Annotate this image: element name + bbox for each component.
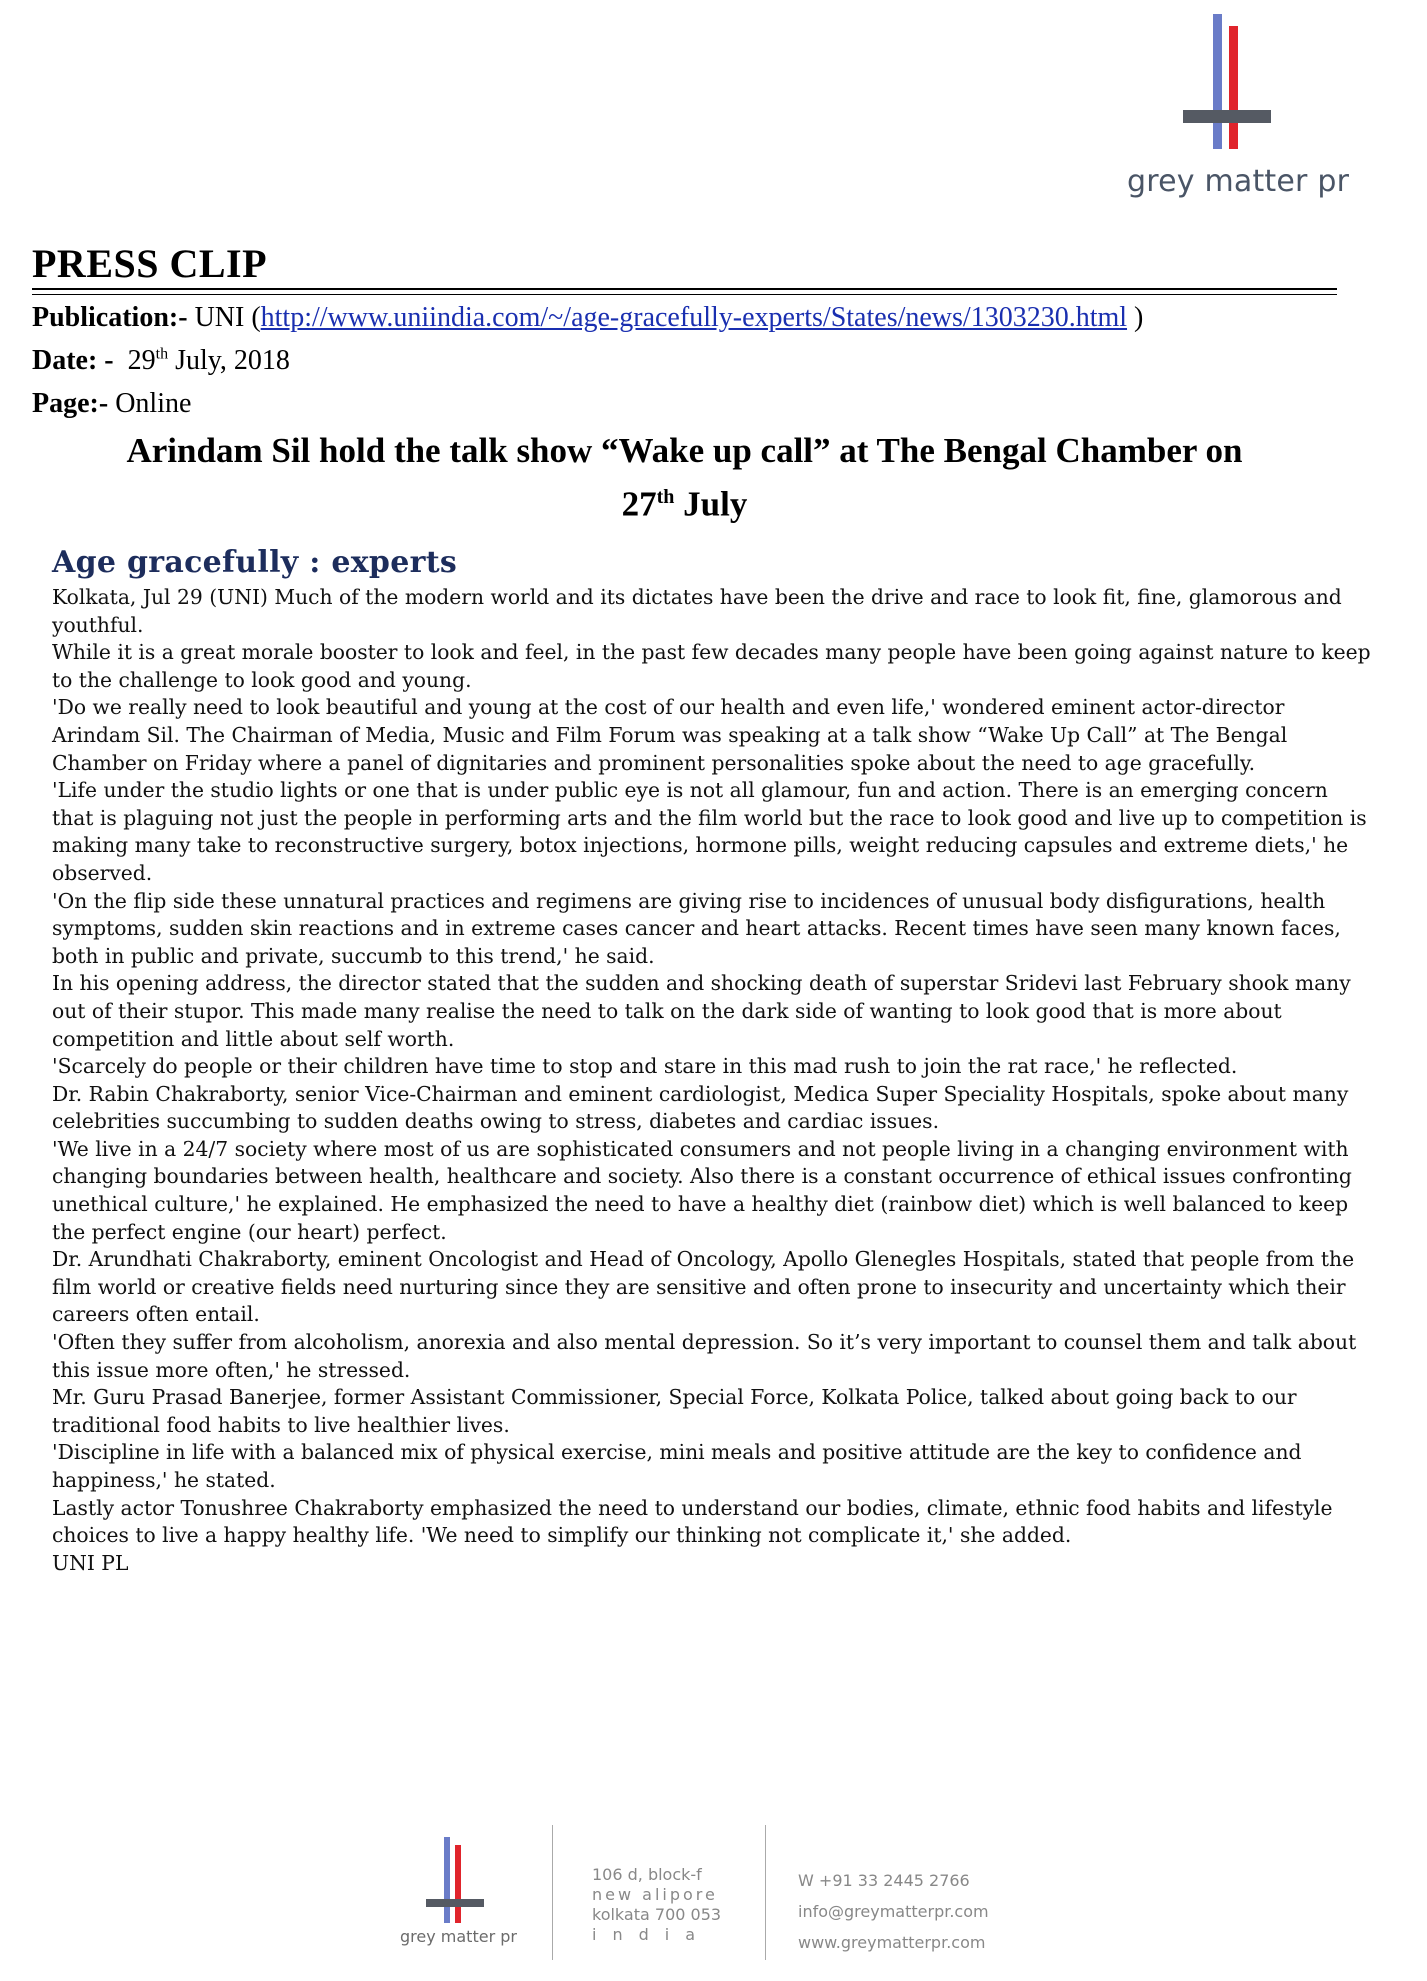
press-clip-title: PRESS CLIP [32,241,268,286]
article-paragraph: While it is a great morale booster to look and feel, in the past few decades many people have been going against nature to keep to the challenge to look good and young. [52,640,1371,692]
article-paragraph: Mr. Guru Prasad Banerjee, former Assistant Commissioner, Special Force, Kolkata Police, talked about going back to our traditional food habits to live healthier lives. [52,1385,1297,1437]
article-paragraph: 'Often they suffer from alcoholism, anorexia and also mental depression. So it’s very important to counsel them and talk about this issue more often,' he stressed. [52,1330,1357,1382]
publication-link[interactable]: http://www.uniindia.com/~/age-gracefully-experts/States/news/1303230.html [260,302,1128,333]
header-divider [32,288,1337,290]
page-value: Online [115,388,192,419]
footer-divider [552,1825,553,1960]
footer [400,1825,1020,1975]
headline [32,428,1337,528]
brand-name: grey matter pr [1127,164,1350,199]
headline-day-suffix: th [656,486,675,508]
footer-website[interactable]: www.greymatterpr.com [798,1933,986,1952]
company-logo [1125,14,1350,209]
article-paragraph: 'Scarcely do people or their children have time to stop and stare in this mad rush to join the rat race,' he reflected. [52,1054,1238,1079]
article-paragraph: Lastly actor Tonushree Chakraborty emphasized the need to understand our bodies, climate, ethnic food habits and lifestyle choices to live a happy healthy life. 'We need to simplify our thinking not complicate it,' she added. [52,1495,1333,1548]
date-day: 29 [127,345,156,376]
article-paragraph: Dr. Arundhati Chakraborty, eminent Oncologist and Head of Oncology, Apollo Glenegles Hospitals, stated that people from the film world or creative fields need nurturing since they are sensitive and often prone to insecurity and uncertainty which their careers often entail. [52,1247,1355,1327]
publication-name: UNI [194,302,245,333]
footer-brand-name: grey matter pr [400,1927,517,1946]
address-line: new alipore [592,1885,718,1904]
article-paragraph: Kolkata, Jul 29 (UNI) Much of the modern world and its dictates have been the drive and race to look fit, fine, glamorous and youthful. [52,585,1342,637]
headline-line1: Arindam Sil hold the talk show “Wake up call” at The Bengal Chamber on [126,431,1243,470]
article-paragraph: Dr. Rabin Chakraborty, senior Vice-Chairman and eminent cardiologist, Medica Super Speciality Hospitals, spoke about many celebrities succumbing to sudden deaths owing to stress, diabetes and cardiac issues. [52,1081,1349,1134]
header-divider-thin [32,294,1337,295]
footer-contact [798,1865,989,1958]
publication-label: Publication:- [32,302,188,333]
headline-day: 27 [621,484,657,524]
publication-line: Publication:- UNI (http://www.uniindia.com/~/age-gracefully-experts/States/news/1303230.html ) [32,302,1144,333]
article-body [52,584,1372,1577]
footer-address [592,1865,721,1945]
footer-email[interactable]: info@greymatterpr.com [798,1902,989,1921]
article-paragraph: 'Do we really need to look beautiful and young at the cost of our health and even life,' wondered eminent actor-director Arindam Sil. The Chairman of Media, Music and Film Forum was speaking at a talk show “Wake Up Call” at The Bengal Chamber on Friday where a panel of dignitaries and prominent personalities spoke about the need to age gracefully. [52,695,1288,775]
address-line: 106 d, block-f [592,1865,702,1884]
footer-logo-icon [422,1837,492,1927]
footer-divider [765,1825,766,1960]
date-value: July, 2018 [175,345,290,376]
article-title: Age gracefully : experts [52,545,458,580]
article-paragraph: 'Life under the studio lights or one that is under public eye is not all glamour, fun and action. There is an emerging concern that is plaguing not just the people in performing arts and the film world but the race to look good and live up to competition is making many take to reconstructive surgery, botox injections, hormone pills, weight reducing capsules and extreme diets,' he observed. [52,778,1367,885]
article-paragraph: 'We live in a 24/7 society where most of us are sophisticated consumers and not people living in a changing environment with changing boundaries between health, healthcare and society. Also there is a constant occurrence of ethical issues confronting unethical culture,' he explained. He emphasized the need to have a healthy diet (rainbow diet) which is well balanced to keep the perfect engine (our heart) perfect. [52,1136,1352,1244]
page-label: Page:- [32,388,109,419]
logo-mark-icon [1183,14,1283,154]
headline-line2 [32,474,1337,528]
article-signoff: UNI PL [52,1550,129,1575]
date-suffix: th [155,345,169,363]
article-paragraph: In his opening address, the director stated that the sudden and shocking death of superstar Sridevi last February shook many out of their stupor. This made many realise the need to talk on the dark side of wanting to look good that is more about competition and little about self worth. [52,971,1351,1051]
page-line [32,388,191,420]
article-paragraph: 'On the flip side these unnatural practices and regimens are giving rise to incidences of unusual body disfigurations, health symptoms, sudden skin reactions and in extreme cases cancer and heart attacks. Recent times have seen many known faces, both in public and private, succumb to this trend,' he said. [52,888,1341,968]
article-paragraph: 'Discipline in life with a balanced mix of physical exercise, mini meals and positive attitude are the key to confidence and happiness,' he stated. [52,1440,1302,1492]
date-label: Date: - [32,345,114,376]
address-line: kolkata 700 053 [592,1905,722,1924]
headline-month: July [683,484,748,524]
address-line: india [592,1925,711,1944]
footer-phone: W +91 33 2445 2766 [798,1871,970,1890]
date-line [32,345,290,377]
